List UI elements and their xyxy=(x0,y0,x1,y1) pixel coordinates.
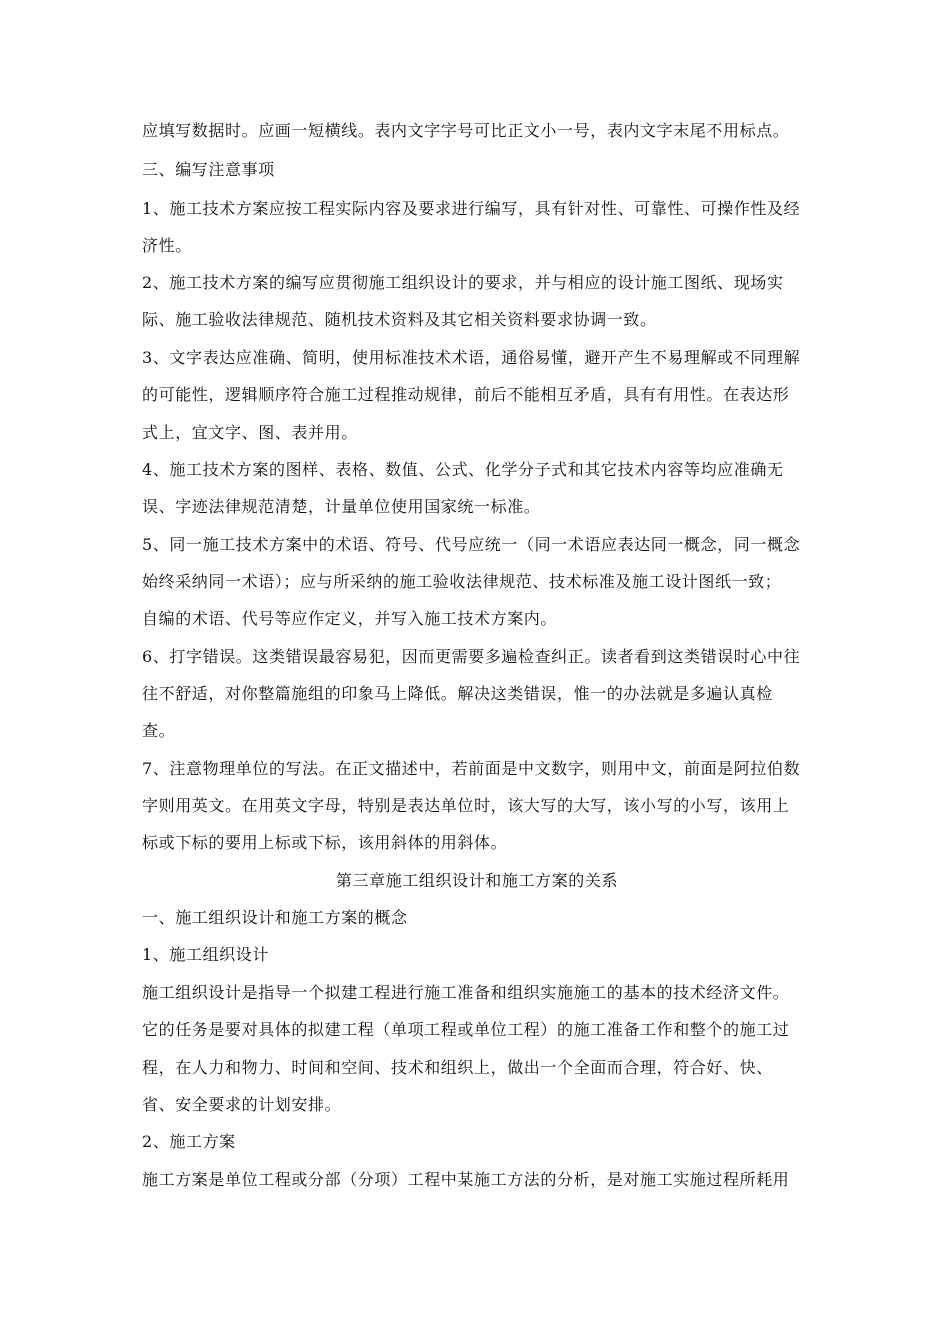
text-line: 2、施工技术方案的编写应贯彻施工组织设计的要求，并与相应的设计施工图纸、现场实 xyxy=(142,273,784,292)
text-line: 3、文字表达应准确、简明，使用标准技术术语，通俗易懂，避开产生不易理解或不同理解 xyxy=(142,348,801,367)
text-line: 1、施工技术方案应按工程实际内容及要求进行编写，具有针对性、可靠性、可操作性及经 xyxy=(142,199,801,218)
text-line: 程，在人力和物力、时间和空间、技术和组织上，做出一个全面而合理，符合好、快、 xyxy=(142,1058,773,1077)
text-line: 字则用英文。在用英文字母，特别是表达单位时，该大写的大写，该小写的小写，该用上 xyxy=(142,796,790,815)
text-line: 际、施工验收法律规范、随机技术资料及其它相关资料要求协调一致。 xyxy=(142,310,657,329)
section-heading: 一、施工组织设计和施工方案的概念 xyxy=(142,908,408,927)
text-line: 济性。 xyxy=(142,236,192,255)
text-line: 查。 xyxy=(142,721,176,740)
text-line: 省、安全要求的计划安排。 xyxy=(142,1095,342,1114)
text-line: 它的任务是要对具体的拟建工程（单项工程或单位工程）的施工准备工作和整个的施工过 xyxy=(142,1020,790,1039)
section-heading: 三、编写注意事项 xyxy=(142,160,275,179)
text-line: 施工方案是单位工程或分部（分项）工程中某施工方法的分析，是对施工实施过程所耗用 xyxy=(142,1170,790,1189)
text-line: 4、施工技术方案的图样、表格、数值、公式、化学分子式和其它技术内容等均应准确无 xyxy=(142,460,784,479)
subsection-heading: 1、施工组织设计 xyxy=(142,945,269,964)
text-line: 误、字迹法律规范清楚，计量单位使用国家统一标准。 xyxy=(142,497,541,516)
text-line: 标或下标的要用上标或下标，该用斜体的用斜体。 xyxy=(142,833,508,852)
text-line: 施工组织设计是指导一个拟建工程进行施工准备和组织实施施工的基本的技术经济文件。 xyxy=(142,983,790,1002)
text-line: 的可能性，逻辑顺序符合施工过程推动规律，前后不能相互矛盾，具有有用性。在表达形 xyxy=(142,385,790,404)
text-line: 往不舒适，对你整篇施组的印象马上降低。解决这类错误，惟一的办法就是多遍认真检 xyxy=(142,684,773,703)
chapter-title: 第三章施工组织设计和施工方案的关系 xyxy=(335,871,619,890)
text-line: 式上，宜文字、图、表并用。 xyxy=(142,423,358,442)
text-line: 5、同一施工技术方案中的术语、符号、代号应统一（同一术语应表达同一概念，同一概念 xyxy=(142,535,801,554)
text-line: 7、注意物理单位的写法。在正文描述中，若前面是中文数字，则用中文，前面是阿拉伯数 xyxy=(142,759,801,778)
text-line: 6、打字错误。这类错误最容易犯，因而更需要多遍检查纠正。读者看到这类错误时心中往 xyxy=(142,647,801,666)
text-line: 始终采纳同一术语）；应与所采纳的施工验收法律规范、技术标准及施工设计图纸一致； xyxy=(142,572,782,591)
text-line: 应填写数据时。应画一短横线。表内文字字号可比正文小一号，表内文字末尾不用标点。 xyxy=(142,121,790,140)
text-line: 自编的术语、代号等应作定义，并写入施工技术方案内。 xyxy=(142,609,558,628)
subsection-heading: 2、施工方案 xyxy=(142,1132,236,1151)
